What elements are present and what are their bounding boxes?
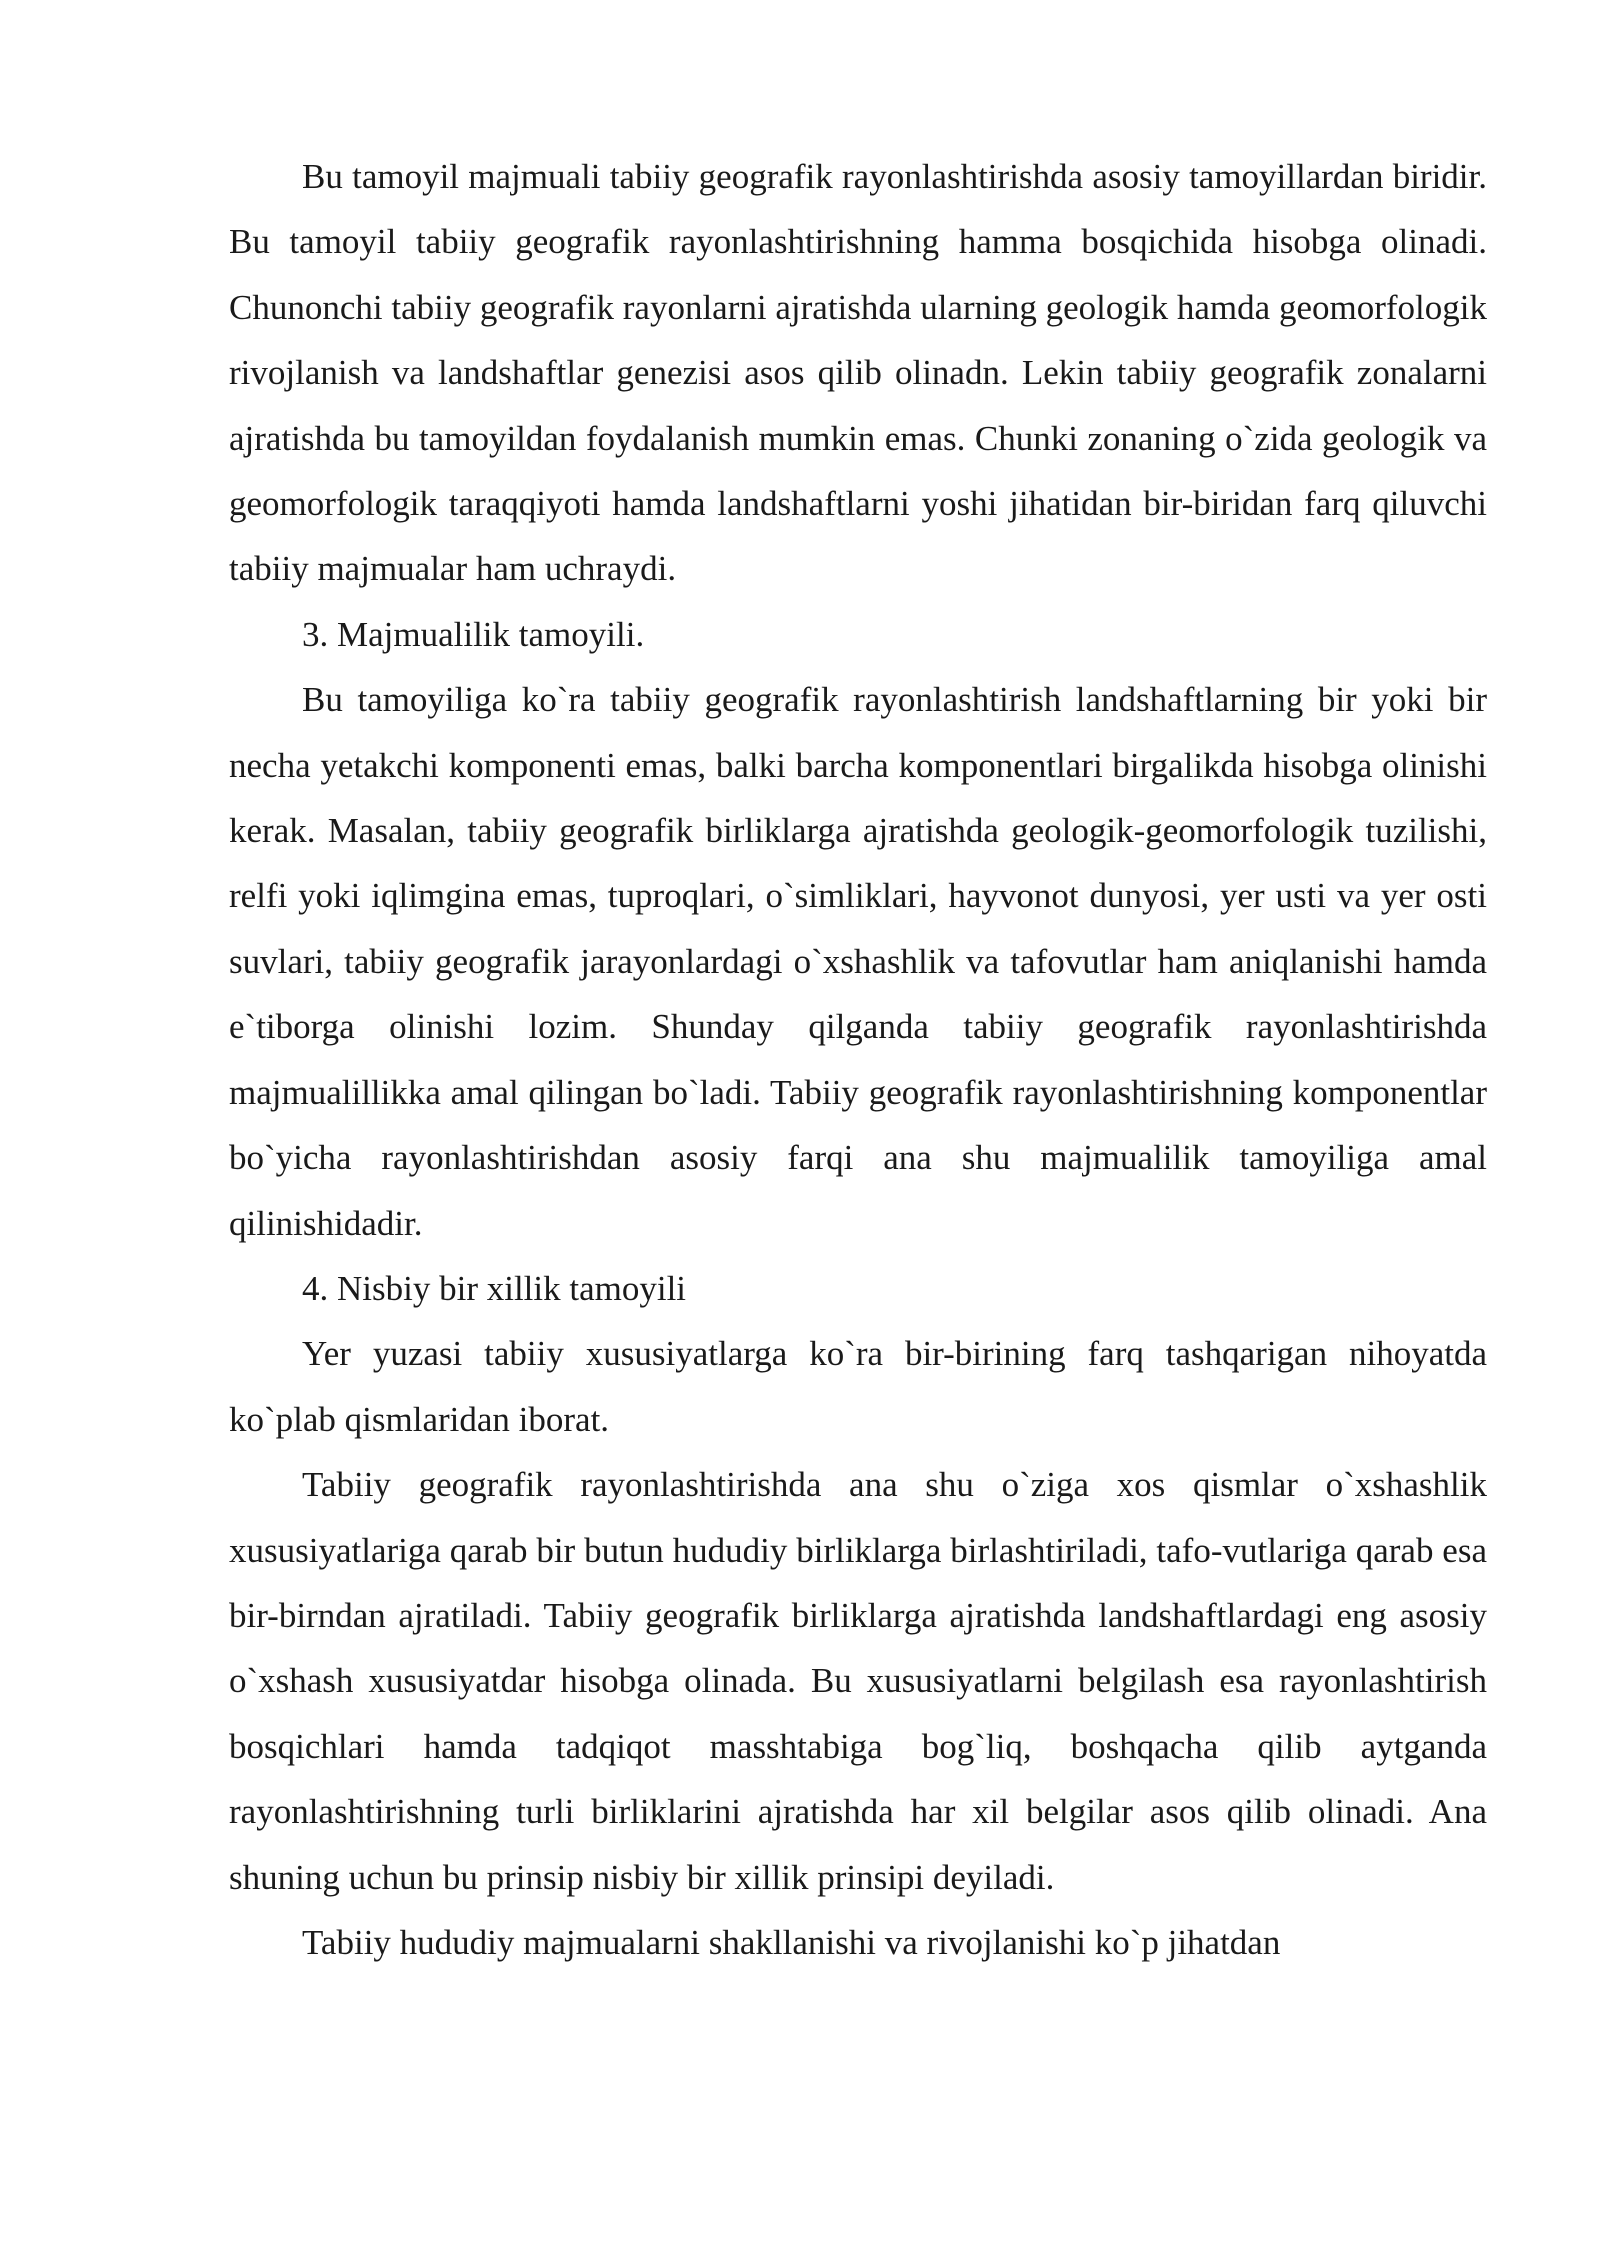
heading-relative-uniformity-principle: 4. Nisbiy bir xillik tamoyili	[302, 1268, 687, 1308]
paragraph-territorial-complexes: Tabiiy hududiy majmualarni shakllanishi va rivojlanishi ko`p jihatdan	[302, 1922, 1281, 1962]
paragraph-earth-surface: Yer yuzasi tabiiy xususiyatlarga ko`ra bir-birining farq tashqarigan nihoyatda ko`plab qismlaridan iborat.	[229, 1334, 1487, 1439]
paragraph-regionalization-uniformity: Tabiiy geografik rayonlashtirishda ana shu o`ziga xos qismlar o`xshashlik xususiyatlariga qarab bir butun hududiy birliklarga birlashtiriladi, tafo-vutlariga qarab esa bir-birndan ajratiladi. Tabiiy geografik birliklarga ajratishda landshaftlardagi eng asosiy o`xshash xususiyatdar hisobga olinada. Bu xususiyatlarni belgilash esa rayonlashtirish bosqichlari hamda tadqiqot masshtabiga bog`liq, boshqacha qilib aytganda rayonlashtirishning turli birliklarini ajratishda har xil belgilar asos qilib olinadi. Ana shuning uchun bu prinsip nisbiy bir xillik prinsipi deyiladi.	[229, 1465, 1487, 1897]
paragraph-principle-genesis: Bu tamoyil majmuali tabiiy geografik rayonlashtirishda asosiy tamoyillardan biridir. Bu tamoyil tabiiy geografik rayonlashtirishning hamma bosqichida hisobga olinadi. Chunonchi tabiiy geografik rayonlarni ajratishda ularning geologik hamda geomorfologik rivojlanish va landshaftlar genezisi asos qilib olinadn. Lekin tabiiy geografik zonalarni ajratishda bu tamoyildan foydalanish mumkin emas. Chunki zonaning o`zida geologik va geomorfologik taraqqiyoti hamda landshaftlarni yoshi jihatidan bir-biridan farq qiluvchi tabiiy majmualar ham uchraydi.	[229, 157, 1487, 589]
heading-complexity-principle: 3. Majmualilik tamoyili.	[302, 614, 645, 654]
document-page	[229, 144, 1487, 1975]
paragraph-complexity-principle: Bu tamoyiliga ko`ra tabiiy geografik rayonlashtirish landshaftlarning bir yoki bir necha yetakchi komponenti emas, balki barcha komponentlari birgalikda hisobga olinishi kerak. Masalan, tabiiy geografik birliklarga ajratishda geologik-geomorfologik tuzilishi, relfi yoki iqlimgina emas, tuproqlari, o`simliklari, hayvonot dunyosi, yer usti va yer osti suvlari, tabiiy geografik jarayonlardagi o`xshashlik va tafovutlar ham aniqlanishi hamda e`tiborga olinishi lozim. Shunday qilganda tabiiy geografik rayonlashtirishda majmualillikka amal qilingan bo`ladi. Tabiiy geografik rayonlashtirishning komponentlar bo`yicha rayonlashtirishdan asosiy farqi ana shu majmualilik tamoyiliga amal qilinishidadir.	[229, 680, 1487, 1243]
